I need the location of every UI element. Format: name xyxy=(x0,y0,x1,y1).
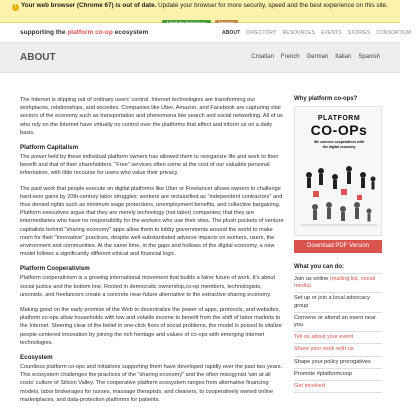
book-cover-image[interactable] xyxy=(294,106,382,236)
book-illustration xyxy=(299,155,379,231)
site-title[interactable] xyxy=(20,29,148,36)
site-title-pre: supporting the xyxy=(20,29,68,36)
book-subtitle-line2: the digital economy xyxy=(322,144,356,149)
lang-spanish[interactable]: Spanish xyxy=(358,54,380,60)
paragraph-cooperativism-2: Making good on the early promise of the Web to decentralize the power of apps, protocols, and websites, platform co-ops allow households with low and volatile income to benefit from the shift of labor markets to the Internet. Steering clear of the belief in one-click fixes of social problems, the model is poised to vitalize people-centered innovation by joining the rich heritage and values of co-ops with emerging internet technologies. xyxy=(20,307,282,346)
action-advocacy-group[interactable]: Set up or join a local advocacy group xyxy=(294,293,382,312)
heading-platform-cooperativism: Platform Cooperativism xyxy=(20,265,90,273)
action-list xyxy=(294,273,382,393)
action-join-online-text: Join us online xyxy=(294,276,330,282)
warning-icon: ! xyxy=(12,4,19,11)
site-header xyxy=(0,23,412,43)
site-title-post: ecosystem xyxy=(112,29,149,36)
paragraph-cooperativism-1: Platform cooperativism is a growing international movement that builds a fairer future of work. It's about social justice and the bottom line. Rooted in democratic ownership,co-op members, technologists, unionists, and freelancers create a concrete near-future alternative to the extractive sharing economy. xyxy=(20,275,276,298)
action-policy[interactable]: Shape your policy prerogatives xyxy=(294,357,382,369)
book-title-line1: PLATFORM xyxy=(317,115,361,122)
nav-events[interactable]: EVENTS xyxy=(321,30,342,36)
nav-about[interactable]: ABOUT xyxy=(222,30,241,36)
action-join-online-link[interactable]: (mailing list, social media) xyxy=(294,276,376,290)
update-message xyxy=(0,2,400,11)
action-get-involved[interactable]: Get involved xyxy=(294,381,382,393)
heading-platform-capitalism: Platform Capitalism xyxy=(20,144,79,152)
page-title-band xyxy=(0,43,400,73)
paragraph-capitalism-1: The power held by these individual platform owners has allowed them to reorganize life and work to their benefit and that of their shareholders. "Free" services often come at the cost of our valuable personal information, with little recourse for users who value their privacy. xyxy=(20,154,279,177)
site-title-highlight: platform co-op xyxy=(67,29,113,36)
sidebar xyxy=(294,96,382,393)
paragraph-capitalism-2: The paid work that people execute on digital platforms like Uber or Freelancer allows owners to challenge hard-won gains by 20th-century labor struggles: workers are reclassified as "independent contractors" and thus denied rights such as minimum wage protections, unemployment benefits, and collective bargaining. Platform executives argue that they are merely technology (not labor) companies; that they are intermediaries who have no responsibility for the workers who use their sites. The plush pockets of venture capitalists behind "sharing economy" apps allow them to lobby governments around the world to make room for their "innovative" practices, despite well-substantiated adverse impacts on workers, users, the environment and communities. At the same time, in the gaps and hollows of the digital economy, a new model follows a significantly different ethical and financial logic. xyxy=(20,185,284,258)
action-tell-event[interactable]: Tell us about your event xyxy=(294,332,382,344)
heading-ecosystem: Ecosystem xyxy=(20,354,53,362)
update-message-rest: Update your browser for more security, speed and the best experience on this site. xyxy=(156,2,388,9)
download-pdf-button[interactable]: Download PDF Version xyxy=(294,240,382,253)
paragraph-ecosystem: Countless platform co-ops and initiatives supporting them have developed rapidly over the past two years. This ecosystem challenges the practices of the "sharing economy" and the often misogynist 'win at all costs' culture of Silicon Valley. The cooperative platform ecosystem ranges from alternative financing models, labor brokerages for nurses, massage therapists, and cleaners, to cooperatively owned online marketplaces, and data-protection platforms for patients. xyxy=(20,364,283,403)
intro-paragraph: The Internet is slipping out of ordinary users' control. Internet technologies are transforming our workplaces, relationships, and societies. Companies like Uber, Amazon, and Facebook are capturing vital sectors of the economy such as transportation and phenomena like search and social networking. All of us who rely on the Internet have virtually no control over the platforms that affect and inform us on a daily basis. xyxy=(20,97,283,136)
action-share-work[interactable]: Share your work with us xyxy=(294,344,382,356)
why-heading: Why platform co-ops? xyxy=(294,96,358,102)
language-links xyxy=(244,54,380,60)
nav-stories[interactable]: STORIES xyxy=(347,30,371,36)
action-promote[interactable]: Promote #platformcoop xyxy=(294,369,382,381)
nav-consortium[interactable]: CONSORTIUM xyxy=(376,30,412,36)
action-join-online[interactable] xyxy=(294,274,382,293)
book-subtitle-line1: We connect cooperatives with xyxy=(313,140,365,144)
lang-croatian[interactable]: Croatian xyxy=(251,54,274,60)
browser-update-banner xyxy=(0,0,400,23)
book-subtitle xyxy=(295,140,383,149)
nav-resources[interactable]: RESOURCES xyxy=(282,30,316,36)
lang-french[interactable]: French xyxy=(280,54,300,60)
action-convene-event[interactable]: Convene or attend an event near you xyxy=(294,313,382,332)
update-message-bold: Your web browser (Chrome 67) is out of date. xyxy=(21,2,157,9)
main-nav xyxy=(222,30,417,36)
lang-german[interactable]: German xyxy=(306,54,329,60)
book-title-line2: CO-OPs xyxy=(310,122,368,138)
lang-italian[interactable]: Italian xyxy=(335,54,352,60)
article-body xyxy=(20,96,285,411)
page-title: ABOUT xyxy=(20,52,56,63)
todo-heading: What you can do: xyxy=(294,264,344,270)
nav-directory[interactable]: DIRECTORY xyxy=(246,30,277,36)
